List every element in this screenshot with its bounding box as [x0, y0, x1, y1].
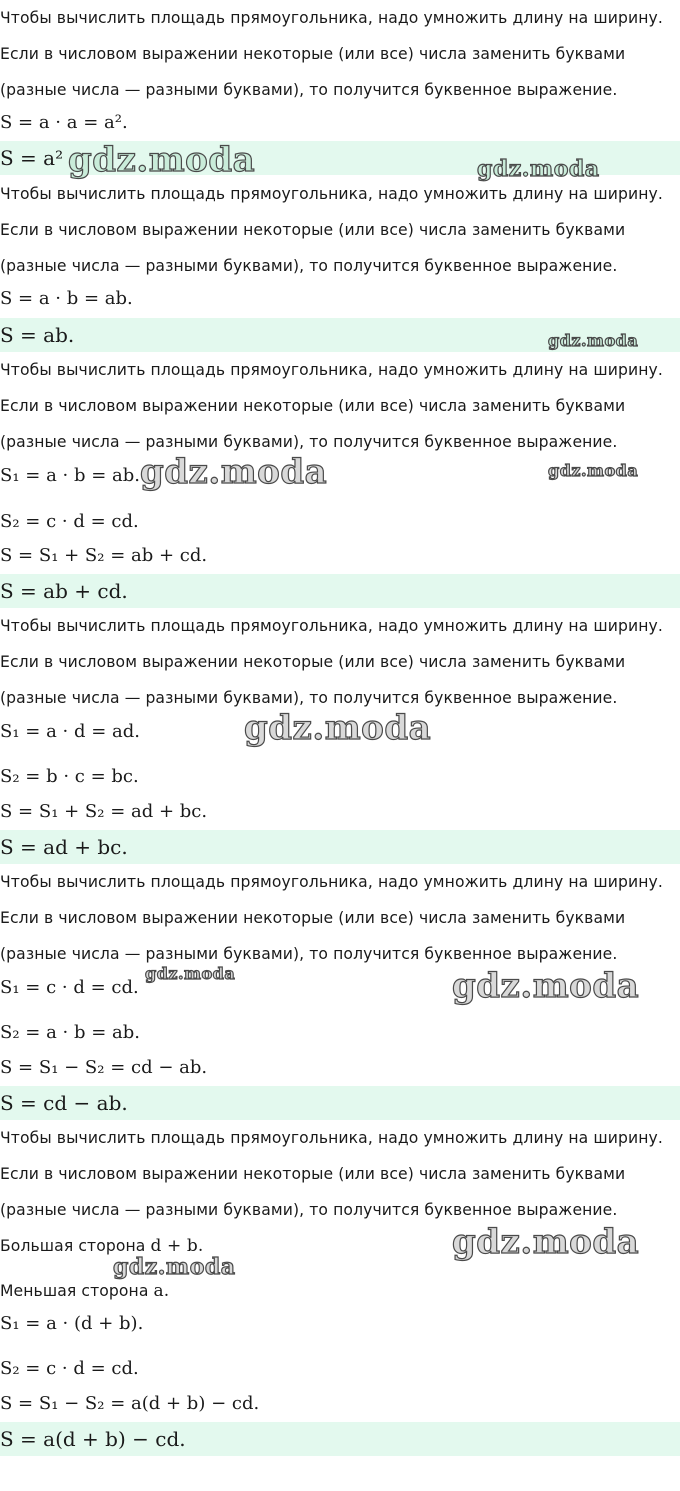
smaller-side-value: a. — [153, 1281, 170, 1301]
intro-line-2: Если в числовом выражении некоторые (или все) числа заменить буквами — [0, 221, 626, 239]
step-line: S₁ = c · d = cd. — [0, 977, 139, 998]
step-line: S₁ = a · d = ad. — [0, 721, 140, 742]
watermark: gdz.moda — [145, 964, 236, 983]
bigger-side-label: Большая сторона — [0, 1237, 146, 1255]
watermark: gdz.moda — [244, 708, 432, 748]
intro-line-2: Если в числовом выражении некоторые (или все) числа заменить буквами — [0, 653, 626, 671]
answer-text: S = ab + cd. — [0, 579, 128, 603]
answer-text: S = ad + bc. — [0, 835, 128, 859]
intro-line-1: Чтобы вычислить площадь прямоугольника, надо умножить длину на ширину. — [0, 9, 663, 27]
watermark: gdz.moda — [548, 331, 639, 350]
step-line: S₂ = a · b = ab. — [0, 1022, 140, 1043]
step-line: S₂ = c · d = cd. — [0, 511, 139, 532]
intro-line-2: Если в числовом выражении некоторые (или все) числа заменить буквами — [0, 1165, 626, 1183]
step-line: S₁ = a · b = ab. — [0, 465, 140, 486]
intro-line-1: Чтобы вычислить площадь прямоугольника, надо умножить длину на ширину. — [0, 361, 663, 379]
watermark: gdz.moda — [140, 452, 328, 492]
intro-line-2: Если в числовом выражении некоторые (или все) числа заменить буквами — [0, 909, 626, 927]
watermark: gdz.moda — [548, 461, 639, 480]
intro-line-3: (разные числа — разными буквами), то получится буквенное выражение. — [0, 689, 618, 707]
intro-line-3: (разные числа — разными буквами), то получится буквенное выражение. — [0, 1201, 618, 1219]
intro-line-1: Чтобы вычислить площадь прямоугольника, надо умножить длину на ширину. — [0, 617, 663, 635]
intro-line-1: Чтобы вычислить площадь прямоугольника, надо умножить длину на ширину. — [0, 873, 663, 891]
smaller-side-line — [0, 1278, 169, 1304]
step-line: S = a · b = ab. — [0, 288, 133, 309]
answer-box — [0, 574, 680, 608]
intro-line-2: Если в числовом выражении некоторые (или все) числа заменить буквами — [0, 397, 626, 415]
intro-line-3: (разные числа — разными буквами), то получится буквенное выражение. — [0, 945, 618, 963]
intro-line-2: Если в числовом выражении некоторые (или все) числа заменить буквами — [0, 45, 626, 63]
answer-text: S = cd − ab. — [0, 1091, 128, 1115]
watermark: gdz.moda — [452, 966, 640, 1006]
step-line: S₁ = a · (d + b). — [0, 1313, 144, 1334]
step-line: S = S₁ − S₂ = a(d + b) − cd. — [0, 1393, 260, 1414]
watermark: gdz.moda — [113, 1254, 236, 1280]
step-line: S₂ = b · c = bc. — [0, 766, 139, 787]
step-line: S = S₁ + S₂ = ab + cd. — [0, 545, 208, 566]
intro-line-1: Чтобы вычислить площадь прямоугольника, надо умножить длину на ширину. — [0, 1129, 663, 1147]
answer-box — [0, 830, 680, 864]
bigger-side-value: d + b. — [150, 1236, 204, 1256]
intro-line-3: (разные числа — разными буквами), то получится буквенное выражение. — [0, 257, 618, 275]
answer-text: S = ab. — [0, 323, 75, 347]
step-line: S = S₁ + S₂ = ad + bc. — [0, 801, 208, 822]
answer-text: S = a(d + b) − cd. — [0, 1427, 186, 1451]
answer-box — [0, 1422, 680, 1456]
step-line: S₂ = c · d = cd. — [0, 1358, 139, 1379]
intro-line-1: Чтобы вычислить площадь прямоугольника, надо умножить длину на ширину. — [0, 185, 663, 203]
intro-line-3: (разные числа — разными буквами), то получится буквенное выражение. — [0, 81, 618, 99]
step-line: S = S₁ − S₂ = cd − ab. — [0, 1057, 208, 1078]
step-line: S = a · a = a². — [0, 112, 128, 133]
answer-text: S = a² — [0, 146, 64, 170]
smaller-side-label: Меньшая сторона — [0, 1282, 149, 1300]
watermark: gdz.moda — [68, 140, 256, 180]
answer-box — [0, 1086, 680, 1120]
intro-line-3: (разные числа — разными буквами), то получится буквенное выражение. — [0, 433, 618, 451]
watermark: gdz.moda — [477, 156, 600, 182]
watermark: gdz.moda — [452, 1222, 640, 1262]
